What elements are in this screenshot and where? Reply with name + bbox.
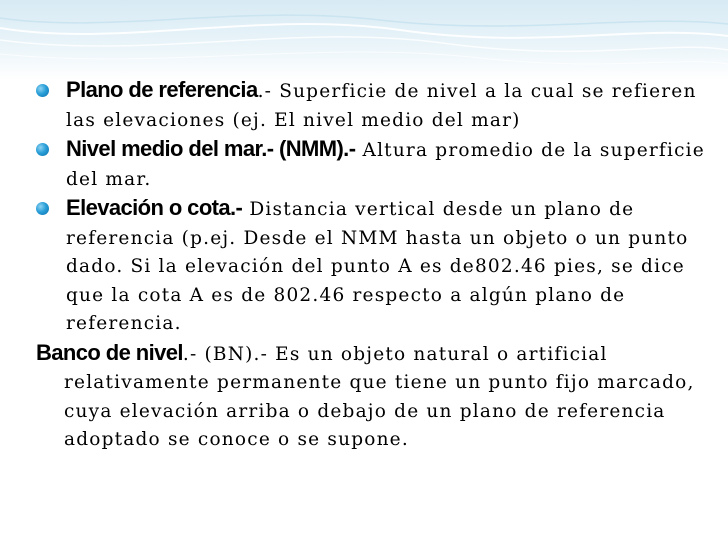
- definition: .- (BN).- Es un objeto natural o artificial relativamente permanente que tiene un punto fijo marcado, cuya elevación arriba o debajo de un plano de referencia adoptado se conoce o se supone.: [64, 343, 695, 450]
- list-item: [36, 135, 716, 194]
- bullet-icon: [36, 143, 49, 156]
- definition-list: [36, 76, 716, 455]
- header-banner: [0, 0, 728, 80]
- bullet-icon: [36, 202, 49, 215]
- list-item: [36, 194, 716, 339]
- term: Plano de referencia: [66, 77, 258, 102]
- term: Elevación o cota.-: [66, 195, 243, 220]
- definition: Altura promedio de la superficie del mar.: [66, 140, 705, 190]
- definition: .- Superficie de nivel a la cual se refieren las elevaciones (ej. El nivel medio del mar): [66, 81, 697, 131]
- list-item: [36, 76, 716, 135]
- term: Banco de nivel: [36, 339, 183, 365]
- list-item: [36, 339, 716, 455]
- definition: Distancia vertical desde un plano de referencia (p.ej. Desde el NMM hasta un objeto o un punto dado. Si la elevación del punto A es de802.46 pies, se dice que la cota A es de 802.46 respecto a algún plano de referencia.: [66, 199, 689, 334]
- wave-decoration: [0, 0, 728, 80]
- term: Nivel medio del mar.- (NMM).-: [66, 136, 356, 161]
- bullet-icon: [36, 84, 49, 97]
